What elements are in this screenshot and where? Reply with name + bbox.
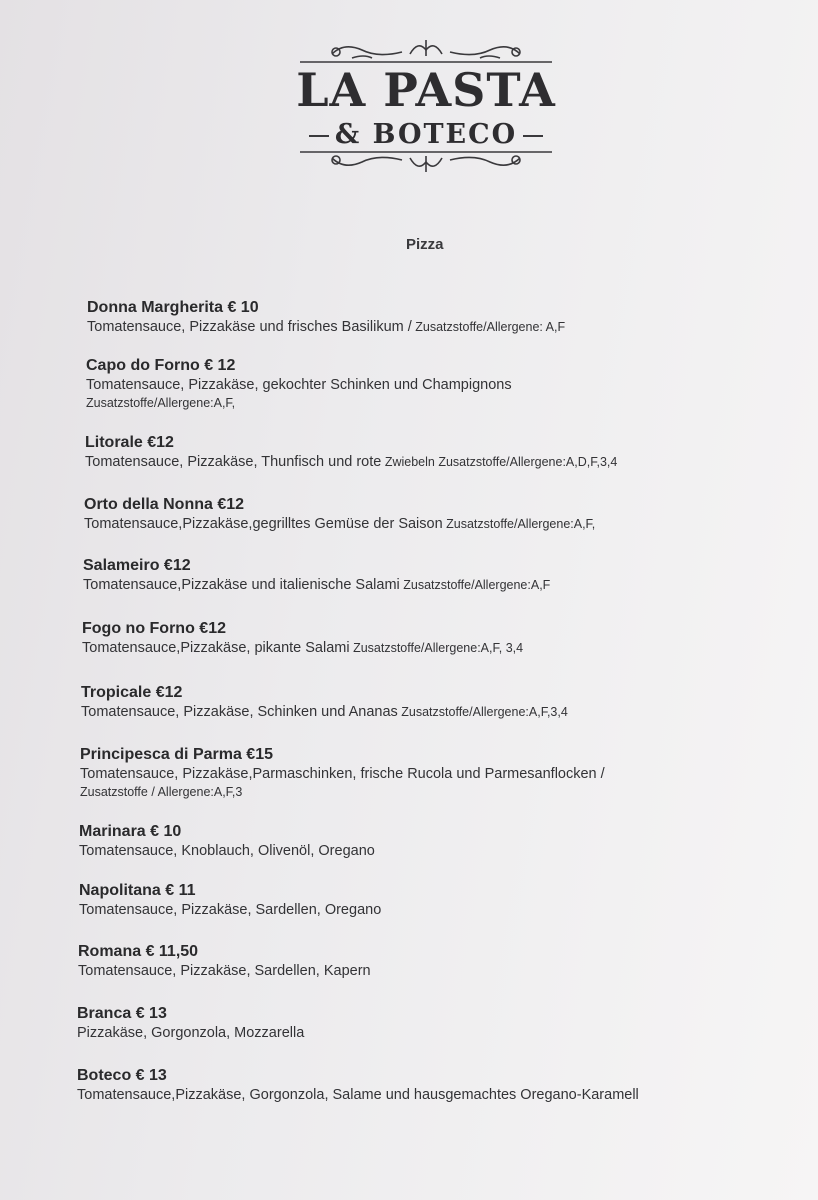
- menu-item: [77, 1066, 639, 1104]
- menu-item-description: [79, 842, 375, 860]
- menu-item-allergens: Zwiebeln Zusatzstoffe/Allergene:A,D,F,3,4: [381, 455, 618, 469]
- menu-item: [78, 942, 371, 980]
- menu-item-allergens: Zusatzstoffe/Allergene:A,F,: [86, 396, 236, 410]
- menu-item-title: Romana € 11,50: [78, 943, 199, 960]
- menu-item-title: Napolitana € 11: [79, 882, 196, 899]
- menu-item-ingredients: Tomatensauce, Pizzakäse, Sardellen, Oregano: [79, 902, 382, 918]
- menu-item-description: [77, 1086, 639, 1104]
- menu-item-description: [85, 453, 617, 471]
- menu-item-allergens: Zusatzstoffe/Allergene: A,F: [411, 320, 566, 334]
- menu-item-title: Marinara € 10: [79, 823, 182, 840]
- menu-item-ingredients: Tomatensauce,Pizzakäse und italienische Salami: [83, 577, 400, 593]
- menu-item-description: [80, 765, 605, 783]
- menu-item-ingredients: Tomatensauce, Pizzakäse, Thunfisch und rote: [85, 454, 382, 470]
- ornament-bottom-icon: [292, 146, 560, 176]
- menu-item-description: [87, 318, 565, 336]
- menu-item: [87, 298, 565, 336]
- menu-item-ingredients: Tomatensauce,Pizzakäse,gegrilltes Gemüse der Saison: [84, 516, 443, 532]
- menu-item-description: [84, 515, 595, 533]
- menu-item-title: Capo do Forno € 12: [86, 357, 236, 374]
- restaurant-subname: & BOTECO: [292, 120, 560, 150]
- menu-item-allergens: Zusatzstoffe/Allergene:A,F: [399, 578, 551, 592]
- menu-item-ingredients: Tomatensauce, Knoblauch, Olivenöl, Oregano: [79, 843, 375, 859]
- menu-item: [79, 822, 375, 860]
- menu-item-description: [78, 962, 371, 980]
- menu-item-description: [77, 1024, 304, 1042]
- menu-item: [77, 1004, 304, 1042]
- menu-item: [84, 495, 595, 533]
- menu-item: [82, 619, 523, 657]
- menu-item: [81, 683, 568, 721]
- menu-item-description: [82, 639, 523, 657]
- menu-item: [85, 433, 617, 471]
- menu-item-ingredients: Tomatensauce, Pizzakäse und frisches Basilikum /: [87, 319, 412, 335]
- menu-item-title: Boteco € 13: [77, 1067, 167, 1084]
- menu-item-ingredients: Tomatensauce, Pizzakäse, Sardellen, Kapern: [78, 963, 371, 979]
- menu-item-ingredients: Tomatensauce, Pizzakäse, gekochter Schinken und Champignons: [86, 377, 512, 393]
- menu-item-description: [79, 901, 381, 919]
- menu-item-title: Salameiro €12: [83, 557, 191, 574]
- menu-item-title: Orto della Nonna €12: [84, 496, 245, 513]
- menu-item-allergens: Zusatzstoffe/Allergene:A,F,: [442, 517, 596, 531]
- restaurant-name: LA PASTA: [296, 63, 556, 117]
- menu-item: [79, 881, 381, 919]
- section-title: Pizza: [406, 236, 444, 253]
- menu-item-description: [81, 703, 568, 721]
- menu-item-title: Tropicale €12: [81, 684, 183, 701]
- menu-item: [86, 356, 512, 412]
- menu-item-title: Litorale €12: [85, 434, 174, 451]
- ornament-top-icon: [292, 36, 560, 66]
- menu-item-title: Branca € 13: [77, 1005, 167, 1022]
- menu-item-description: [86, 376, 512, 394]
- menu-item-allergens: Zusatzstoffe/Allergene:A,F,3,4: [397, 705, 568, 719]
- menu-item-ingredients: Tomatensauce,Pizzakäse, Gorgonzola, Salame und hausgemachtes Oregano-Karamell: [77, 1087, 639, 1103]
- menu-item-title: Principesca di Parma €15: [80, 746, 273, 763]
- menu-item-allergens: Zusatzstoffe/Allergene:A,F, 3,4: [349, 641, 524, 655]
- menu-item-title: Fogo no Forno €12: [82, 620, 226, 637]
- menu-item: [83, 556, 550, 594]
- menu-item-title: Donna Margherita € 10: [87, 299, 259, 316]
- menu-item-ingredients: Pizzakäse, Gorgonzola, Mozzarella: [77, 1025, 305, 1041]
- menu-item-description: [83, 576, 550, 594]
- menu-item-ingredients: Tomatensauce, Pizzakäse,Parmaschinken, frische Rucola und Parmesanflocken /: [80, 766, 605, 782]
- menu-item-ingredients: Tomatensauce, Pizzakäse, Schinken und Ananas: [81, 704, 398, 720]
- restaurant-logo: [292, 36, 560, 176]
- menu-item-allergens: Zusatzstoffe / Allergene:A,F,3: [80, 785, 243, 799]
- menu-item-ingredients: Tomatensauce,Pizzakäse, pikante Salami: [82, 640, 350, 656]
- menu-item: [80, 745, 605, 801]
